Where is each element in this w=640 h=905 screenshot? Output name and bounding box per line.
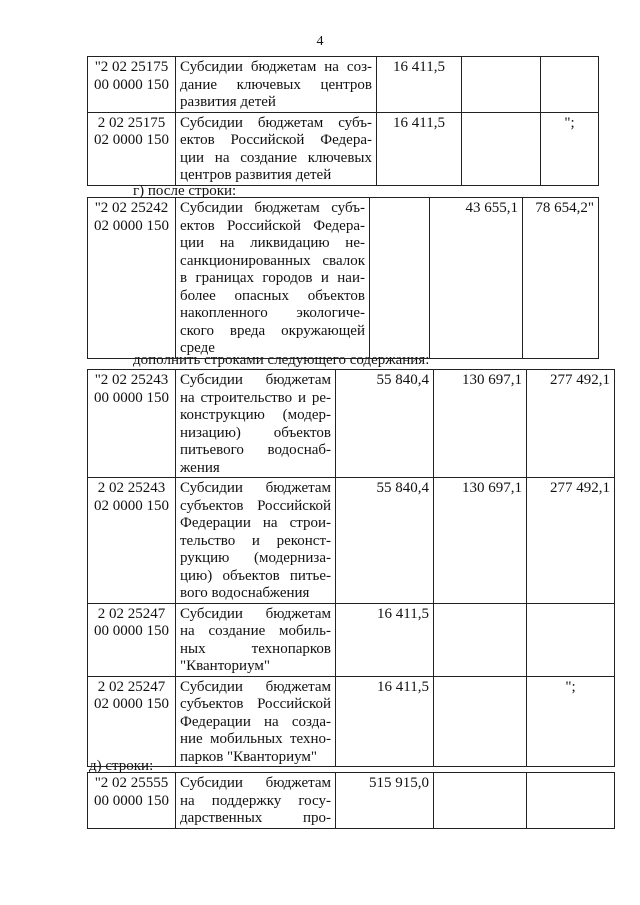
description-cell: Субсидии бюджетам субъ- ектов Российской Федера- ции на создание ключевых центров развития детей [176,112,377,185]
value-cell: 130 697,1 [434,370,527,478]
description-cell: Субсидии бюджетам субъ- ектов Российской Федера- ции на ликвидацию не- санкционированных свалок в границах городов и наи- более опасных объектов накопленного экологиче- ского вреда окружающей среде [176,198,370,359]
value-cell: 277 492,1 [527,370,615,478]
value-cell [434,603,527,676]
budget-table-1 [87,56,599,186]
code-cell: 2 02 25243 02 0000 150 [88,478,176,604]
value-cell [541,57,599,113]
table-row [88,112,599,185]
value-cell: 78 654,2" [523,198,599,359]
caption-g: г) после строки: [133,183,237,199]
value-cell [527,603,615,676]
value-cell: 43 655,1 [430,198,523,359]
page-number: 4 [316,34,324,49]
value-cell [370,198,430,359]
table-row [88,676,615,767]
description-cell: Субсидии бюджетам субъектов Российской Федерации на строи- тельство и реконст- рукцию (модерниза- цию) объектов питье- вого водоснабжения [176,478,336,604]
value-cell [434,773,527,829]
description-cell: Субсидии бюджетам на соз- дание ключевых центров развития детей [176,57,377,113]
table-row [88,773,615,829]
caption-add-rows: дополнить строками следующего содержания: [133,352,430,368]
value-cell [434,676,527,767]
value-cell: "; [541,112,599,185]
value-cell: 16 411,5 [336,603,434,676]
value-cell: 130 697,1 [434,478,527,604]
code-cell: 2 02 25247 02 0000 150 [88,676,176,767]
budget-table-4 [87,772,615,829]
table-row [88,603,615,676]
description-cell: Субсидии бюджетам на поддержку госу- дарственных про- [176,773,336,829]
value-cell [527,773,615,829]
value-cell: 277 492,1 [527,478,615,604]
value-cell: 16 411,5 [377,112,462,185]
description-cell: Субсидии бюджетам на строительство и ре- конструкцию (модер- низацию) объектов питьевого водоснаб- жения [176,370,336,478]
value-cell [462,57,541,113]
code-cell: "2 02 25555 00 0000 150 [88,773,176,829]
value-cell [462,112,541,185]
table-row [88,370,615,478]
value-cell: "; [527,676,615,767]
value-cell: 55 840,4 [336,370,434,478]
code-cell: "2 02 25175 00 0000 150 [88,57,176,113]
code-cell: 2 02 25175 02 0000 150 [88,112,176,185]
code-cell: "2 02 25242 02 0000 150 [88,198,176,359]
description-cell: Субсидии бюджетам субъектов Российской Федерации на созда- ние мобильных техно- парков "Кванториум" [176,676,336,767]
table-row [88,478,615,604]
code-cell: 2 02 25247 00 0000 150 [88,603,176,676]
value-cell: 16 411,5 [377,57,462,113]
budget-table-3 [87,369,615,767]
value-cell: 515 915,0 [336,773,434,829]
code-cell: "2 02 25243 00 0000 150 [88,370,176,478]
table-row [88,198,599,359]
budget-table-2 [87,197,599,359]
table-row [88,57,599,113]
description-cell: Субсидии бюджетам на создание мобиль- ных технопарков "Кванториум" [176,603,336,676]
value-cell: 16 411,5 [336,676,434,767]
caption-d: д) строки: [89,758,154,774]
value-cell: 55 840,4 [336,478,434,604]
